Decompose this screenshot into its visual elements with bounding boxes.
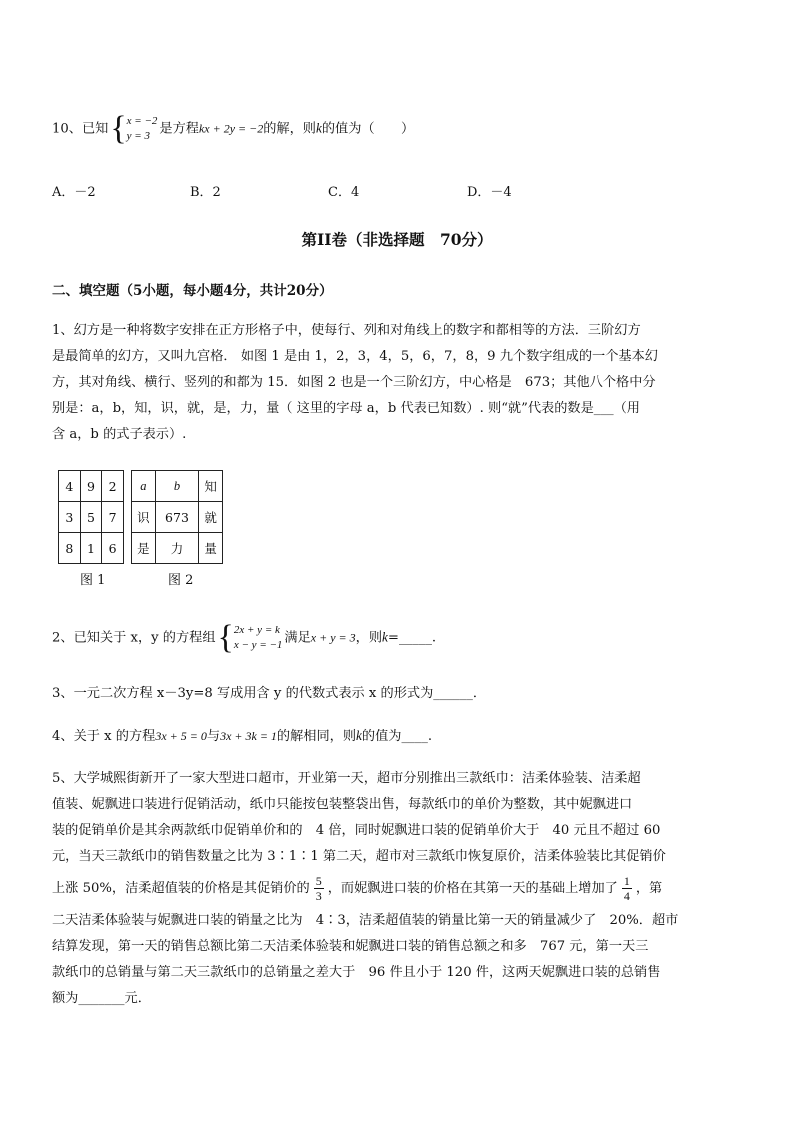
problem-5: 5、大学城熙街新开了一家大型进口超市，开业第一天，超市分别推出三款纸巾：洁柔体验装、洁柔超 值装、妮飘进口装进行促销活动，纸巾只能按包装整袋出售，每款纸巾的单价为整数，其中妮飘进口 装的促销单价是其余两款纸巾促销单价和的 4 倍，同时妮飘进口装的促销单价大于 40 元且不超过 60 元，当天三款纸巾的销售数量之比为 3∶1∶1 第二天，超市对三款纸巾恢复原价，洁柔体验装比其促销价 上涨 50%，洁柔超值装的价格是其促销价的 $\frac{5}{3}$ ，而妮飘进口装的价格在其第一天的基础上增加了 $\frac{1}{4}$ ，第 二天洁柔体验装与妮飘进口装的销量之比为 4∶3，洁柔超值装的销量比第一天的销量减少了 20%．超市 结算发现，第一天的销售总额比第二天洁柔体验装和妮飘进口装的销售总额之和多 767 元，第一天三 款纸巾的总销量与第二天三款纸巾的总销量之差大于 96 件且小于 120 件，这两天妮飘进口装的总销售 额为_______元．	[52, 771, 679, 1006]
q10-number: 10、已知	[52, 121, 109, 137]
magic-square-figure-2	[131, 470, 223, 564]
question-10: 10、已知{ x = −2 y = 3 是方程kx + 2y = −2的解，则k的值为（ ）	[52, 110, 415, 147]
brace-icon: {	[110, 110, 127, 147]
fraction-5-3: $\frac{5}{3}$	[315, 874, 322, 903]
problem-3: 3、一元二次方程 x－3y=8 写成用含 y 的代数式表示 x 的形式为______．	[52, 686, 487, 701]
fig2-cell: 量	[199, 533, 223, 564]
problem-4: 4、关于 x 的方程3x + 5 = 0与3x + 3k = 1的解相同，则k的值为____.	[52, 728, 433, 744]
fraction-1-4: $\frac{1}{4}$	[623, 874, 630, 903]
section-title: 第II卷（非选择题 70分）	[301, 230, 493, 249]
fig1-cell: 7	[102, 502, 124, 533]
fig1-cell: 2	[102, 471, 124, 502]
fig2-cell: 673	[155, 502, 199, 533]
option-b[interactable]: B．2	[190, 185, 221, 200]
option-c[interactable]: C．4	[328, 185, 360, 200]
part2-heading: 二、填空题（5小题，每小题4分，共计20分）	[52, 283, 333, 299]
figure-2-caption: 图 2	[168, 573, 194, 588]
p2-equation-system: { 2x + y = k x − y = −1	[217, 619, 283, 656]
fig1-cell: 6	[102, 533, 124, 564]
fig1-cell: 4	[59, 471, 81, 502]
option-a[interactable]: A．－2	[52, 185, 96, 200]
problem-2: 2、已知关于 x，y 的方程组{ 2x + y = k x − y = −1 满足x + y = 3，则k=_____.	[52, 619, 437, 656]
fig2-cell: a	[132, 471, 156, 502]
fig1-cell: 5	[80, 502, 102, 533]
fig2-cell: 是	[132, 533, 156, 564]
fig2-cell: 就	[199, 502, 223, 533]
problem-1: 1、幻方是一种将数字安排在正方形格子中，使每行、列和对角线上的数字和都相等的方法．三阶幻方 是最简单的幻方，又叫九宫格． 如图 1 是由 1，2，3，4，5，6，7，8，9 九个数字组成的一个基本幻 方，其对角线、横行、竖列的和都为 15．如图 2 也是一个三阶幻方，中心格是 673；其他八个格中分 别是：a，b，知，识，就，是，力，量（ 这里的字母 a，b 代表已知数）. 则“就”代表的数是___（用 含 a，b 的式子表示）.	[52, 323, 658, 442]
fig2-cell: 知	[199, 471, 223, 502]
fig1-cell: 3	[59, 502, 81, 533]
fig2-cell: 识	[132, 502, 156, 533]
brace-icon: {	[217, 619, 234, 656]
p5-fraction-line: 上涨 50%，洁柔超值装的价格是其促销价的 $\frac{5}{3}$ ，而妮飘进口装的价格在其第一天的基础上增加了 $\frac{1}{4}$ ，第	[52, 874, 663, 903]
q10-equation-system: { x = −2 y = 3	[110, 110, 158, 147]
fig1-cell: 9	[80, 471, 102, 502]
magic-square-figure-1	[58, 470, 124, 564]
fig1-cell: 8	[59, 533, 81, 564]
option-d[interactable]: D．－4	[467, 185, 512, 200]
fig2-cell: b	[155, 471, 199, 502]
fig1-cell: 1	[80, 533, 102, 564]
figure-1-caption: 图 1	[80, 573, 106, 588]
fig2-cell: 力	[155, 533, 199, 564]
